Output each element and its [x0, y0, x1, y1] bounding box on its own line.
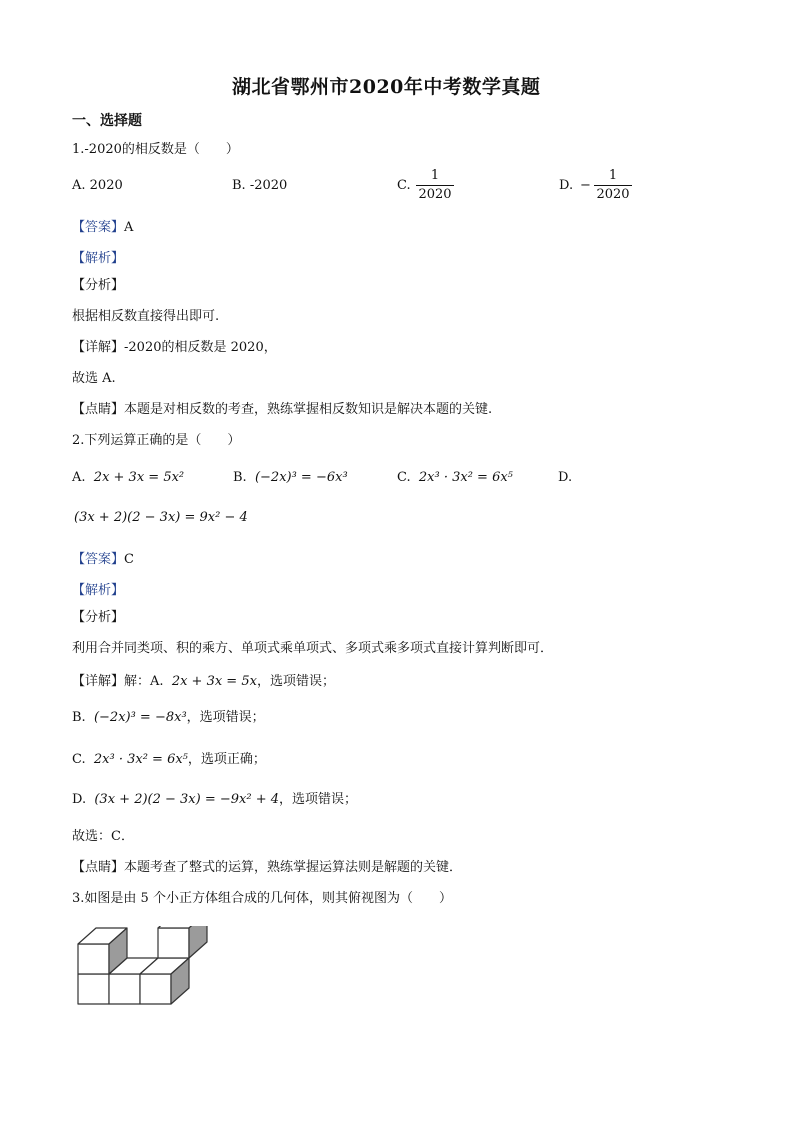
q1-dianjing — [72, 402, 492, 418]
detail-expression: (−2x)³ = −8x³ — [93, 710, 187, 725]
q1-option-d-label: D. — [559, 178, 574, 193]
dianjing-label: 【点睛】 — [72, 402, 125, 417]
detail-expression: 2x³ · 3x² = 6x⁵ — [93, 752, 188, 767]
detail-prefix: B. — [72, 710, 86, 725]
q2-detail-b — [72, 710, 265, 726]
option-expression: (3x + 2)(2 − 3x) = 9x² − 4 — [74, 510, 248, 525]
q2-guxuan: 故选：C． — [72, 829, 134, 844]
fraction-denominator: 2020 — [418, 187, 452, 202]
detail-expression: 2x + 3x = 5x — [171, 674, 257, 689]
q1-option-d-sign: − — [580, 178, 591, 193]
detail-suffix: ，选项正确； — [187, 752, 266, 767]
q1-option-b: B. -2020 — [232, 178, 288, 193]
answer-value: C — [124, 552, 134, 567]
section-heading: 一、选择题 — [72, 113, 142, 129]
fraction-numerator: 1 — [430, 168, 440, 183]
xiangjie-text: -2020的相反数是 2020， — [124, 340, 277, 355]
q2-option-c — [397, 470, 513, 486]
q2-option-a — [72, 470, 184, 486]
bracket-left: 【 — [72, 552, 86, 567]
answer-value: A — [124, 220, 134, 235]
option-label: B. — [233, 470, 247, 485]
option-label: A. — [72, 470, 86, 485]
q1-option-c-label: C. — [397, 178, 411, 193]
answer-label: 答案 — [85, 220, 112, 235]
q2-jiexi-heading — [72, 579, 124, 598]
cube-front-face — [78, 944, 109, 974]
dianjing-label: 【点睛】 — [72, 860, 125, 875]
q2-fenxi-text: 利用合并同类项、积的乘方、单项式乘单项式、多项式乘多项式直接计算判断即可． — [72, 641, 554, 656]
detail-prefix: 解：A. — [124, 674, 164, 689]
q2-fenxi-heading: 【分析】 — [72, 610, 125, 625]
q1-fenxi-heading: 【分析】 — [72, 278, 125, 293]
q2-detail-c — [72, 752, 266, 768]
cube-side-face — [189, 926, 207, 958]
q2-option-d-expression — [74, 510, 248, 526]
detail-expression: (3x + 2)(2 − 3x) = −9x² + 4 — [94, 792, 279, 807]
q2-detail-d — [72, 792, 357, 808]
detail-prefix: D. — [72, 792, 87, 807]
cube-front-face — [78, 974, 109, 1004]
question-2-stem: 2.下列运算正确的是（ ） — [72, 433, 241, 448]
q1-option-a: A. 2020 — [72, 178, 123, 193]
question-3-stem: 3.如图是由 5 个小正方体组合成的几何体，则其俯视图为（ ） — [72, 891, 452, 906]
jiexi-label: 【解析】 — [72, 583, 125, 598]
q2-option-b — [233, 470, 348, 486]
bracket-right: 】 — [111, 552, 125, 567]
fraction-bar — [416, 185, 454, 186]
page-title: 湖北省鄂州市2020年中考数学真题 — [232, 76, 541, 98]
q1-xiangjie — [72, 340, 277, 356]
option-expression: 2x + 3x = 5x² — [93, 470, 185, 485]
q2-answer — [72, 548, 134, 567]
q1-option-c-fraction — [416, 168, 454, 202]
cube-solid-figure — [76, 926, 216, 1008]
q1-fenxi-text: 根据相反数直接得出即可. — [72, 309, 220, 324]
q2-option-d-label: D. — [558, 470, 573, 485]
jiexi-label: 【解析】 — [72, 251, 125, 266]
option-expression: (−2x)³ = −6x³ — [254, 470, 348, 485]
cube-front-face — [158, 928, 189, 958]
q1-answer — [72, 216, 133, 235]
question-1-stem: 1.-2020的相反数是（ ） — [72, 142, 239, 157]
detail-suffix: ，选项错误； — [279, 792, 358, 807]
bracket-right: 】 — [111, 220, 125, 235]
option-label: C. — [397, 470, 411, 485]
dianjing-text: 本题考查了整式的运算，熟练掌握运算法则是解题的关键． — [124, 860, 463, 875]
fraction-bar — [594, 185, 632, 186]
option-expression: 2x³ · 3x² = 6x⁵ — [418, 470, 513, 485]
detail-suffix: ，选项错误； — [256, 674, 335, 689]
xiangjie-label: 【详解】 — [72, 674, 125, 689]
detail-suffix: ，选项错误； — [186, 710, 265, 725]
cube-front-face — [109, 974, 140, 1004]
q1-guxuan: 故选 A. — [72, 371, 116, 386]
detail-prefix: C. — [72, 752, 86, 767]
dianjing-text: 本题是对相反数的考查，熟练掌握相反数知识是解决本题的关键. — [124, 402, 493, 417]
fraction-numerator: 1 — [608, 168, 618, 183]
q1-option-d-fraction — [594, 168, 632, 202]
cube-front-face — [140, 974, 171, 1004]
answer-label: 答案 — [85, 552, 112, 567]
fraction-denominator: 2020 — [596, 187, 630, 202]
q2-detail-a — [72, 674, 335, 690]
bracket-left: 【 — [72, 220, 86, 235]
q1-jiexi-heading — [72, 247, 124, 266]
xiangjie-label: 【详解】 — [72, 340, 125, 355]
q2-dianjing — [72, 860, 462, 876]
